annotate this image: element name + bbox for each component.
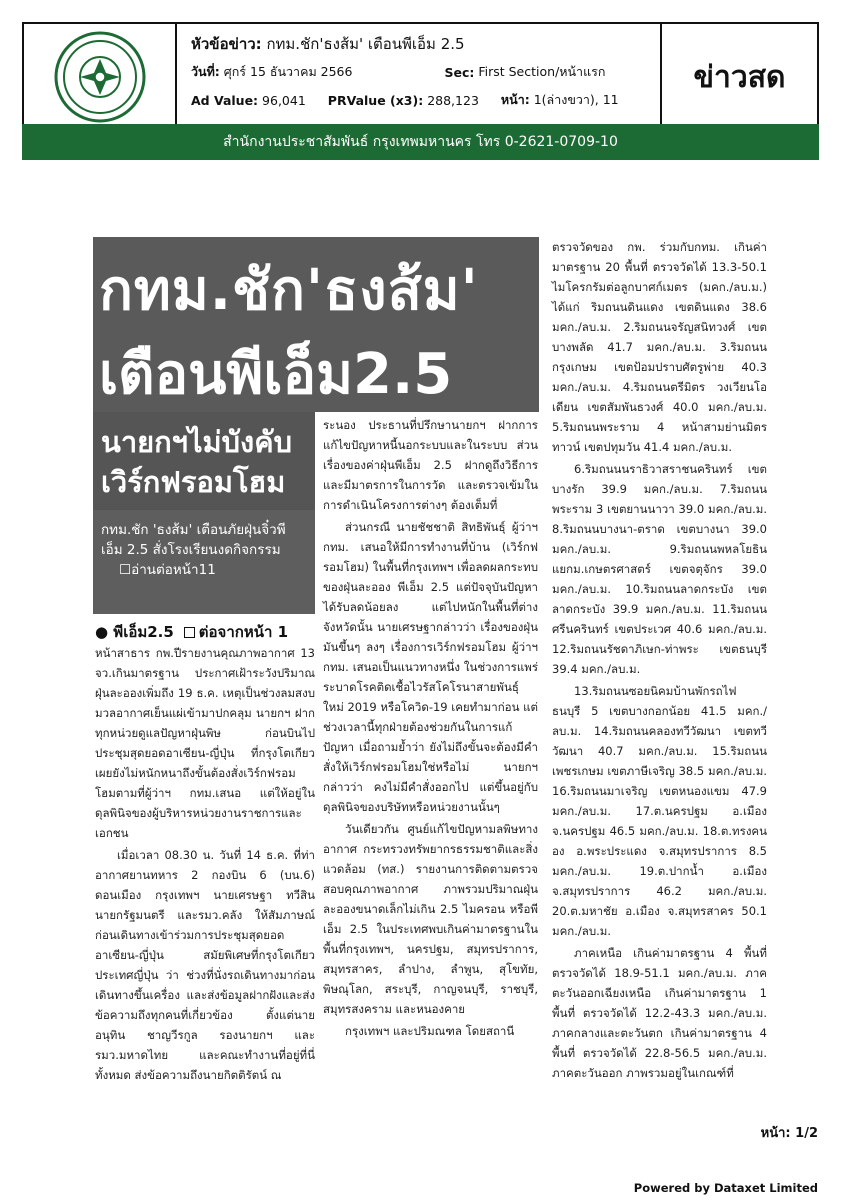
paragraph: 6.ริมถนนนราธิวาสราชนครินทร์ เขตบางรัก 39.9 มคก./ลบ.ม. 7.ริมถนนพระราม 3 เขตยานนาวา 39.0 มคก./ลบ.ม. 8.ริมถนนบางนา-ตราด เขตบางนา 39.0 มคก./ลบ.ม. 9.ริมถนนพหลโยธิน แยกม.เกษตรศาสตร์ เขตจตุจักร 39.0 มคก./ลบ.ม. 10.ริมถนนลาดกระบัง เขตลาดกระบัง 39.9 มคก./ลบ.ม. 11.ริมถนนศรีนครินทร์ เขตประเวศ 40.6 มคก./ลบ.ม. 12.ริมถนนรัชดาภิเษก-ท่าพระ เขตธนบุรี 39.4 มคก./ลบ.ม. <box>552 462 767 676</box>
bma-seal-logo <box>24 24 177 130</box>
header-meta <box>177 24 662 130</box>
teaser-text: กทม.ชัก 'ธงส้ม' เตือนภัยฝุ่นจิ๋วพีเอ็ม 2.5 สั่งโรงเรียนงดกิจกรรม <box>101 522 286 558</box>
headline-line-1: กทม.ชัก'ธงส้ม' <box>99 258 479 323</box>
topic-label: หัวข้อข่าว: <box>191 35 262 53</box>
pr-value: 288,123 <box>427 92 479 108</box>
continued-from: ต่อจากหน้า 1 <box>184 620 288 644</box>
date: ศุกร์ 15 ธันวาคม 2566 <box>223 64 353 79</box>
article-column-3 <box>552 237 767 1085</box>
page-value: 1(ล่างขวา), 11 <box>533 92 619 107</box>
topic: กทม.ชัก'ธงส้ม' เตือนพีเอ็ม 2.5 <box>266 35 465 53</box>
header-box <box>22 22 819 132</box>
subheadline: นายกฯไม่บังคับ เวิร์กฟรอมโฮม <box>93 412 315 510</box>
sec-label: Sec: <box>444 64 475 80</box>
seal-icon <box>54 31 146 123</box>
paragraph: ภาคเหนือ เกินค่ามาตรฐาน 4 พื้นที่ ตรวจวัดได้ 18.9-51.1 มคก./ลบ.ม. ภาคตะวันออกเฉียงเหนือ เกินค่ามาตรฐาน 1 พื้นที่ ตรวจวัดได้ 12.2-43.3 มคก./ลบ.ม. ภาคกลางและตะวันตก เกินค่ามาตรฐาน 4 พื้นที่ ตรวจวัดได้ 22.8-56.5 มคก./ลบ.ม. ภาคตะวันออก ภาพรวมอยู่ในเกณฑ์ที่ <box>552 946 767 1080</box>
article-column-1 <box>95 643 315 1087</box>
headline-line-2: เตือนพีเอ็ม2.5 <box>99 342 453 407</box>
newspaper-name: ข่าวสด <box>693 59 786 95</box>
paragraph: 13.ริมถนนซอยนิคมบ้านพักรถไฟ ธนบุรี 5 เขตบางกอกน้อย 41.5 มคก./ลบ.ม. 14.ริมถนนคลองทวีวัฒนา เขตทวีวัฒนา 40.7 มคก./ลบ.ม. 15.ริมถนนเพชรเกษม เขตภาษีเจริญ 38.5 มคก./ลบ.ม. 16.ริมถนนมาเจริญ เขตหนองแขม 47.9 มคก./ลบ.ม. 17.ต.นครปฐม อ.เมือง จ.นครปฐม 46.5 มคก./ลบ.ม. 18.ต.ทรงคนอง อ.พระประแดง จ.สมุทรปราการ 8.5 มคก./ลบ.ม. 19.ต.ปากน้ำ อ.เมือง จ.สมุทรปราการ 46.2 มคก./ลบ.ม. 20.ต.มหาชัย อ.เมือง จ.สมุทรสาคร 50.1 มคก./ลบ.ม. <box>552 684 767 938</box>
ad-label: Ad Value: <box>191 92 259 108</box>
date-label: วันที่: <box>191 64 220 79</box>
office-banner: สำนักงานประชาสัมพันธ์ กรุงเทพมหานคร โทร 0-2621-0709-10 <box>22 124 819 160</box>
headline-block <box>93 237 539 412</box>
pr-label: PRValue (x3): <box>327 92 424 108</box>
checkbox-square-icon <box>184 627 195 638</box>
continued-heading <box>95 620 288 644</box>
teaser-block <box>93 510 315 614</box>
ad-value: 96,041 <box>262 92 306 108</box>
read-more-link[interactable]: ☐อ่านต่อหน้า11 <box>119 562 216 578</box>
paragraph: เมื่อเวลา 08.30 น. วันที่ 14 ธ.ค. ที่ท่าอากาศยานทหาร 2 กองบิน 6 (บน.6) ดอนเมือง กรุงเทพฯ นายเศรษฐา ทวีสิน นายกรัฐมนตรี และรมว.คลัง ให้สัมภาษณ์ก่อนเดินทางเข้าร่วมการประชุมสุดยอดอาเซียน-ญี่ปุ่น สมัยพิเศษที่กรุงโตเกียว ประเทศญี่ปุ่น ว่า ช่วงที่นั่งรถเดินทางมาก่อนเดินทางขึ้นเครื่อง และส่งข้อมูลฝากฝังและส่งข้อความถึงทุกคนที่เกี่ยวข้อง ตั้งแต่นายอนุทิน ชาญวีรกูล รองนายกฯ และรมว.มหาดไทย และคณะทำงานที่อยู่ที่นี่ทั้งหมด ส่งข้อความถึงนายกิตติรัตน์ ณ <box>95 848 315 1082</box>
paragraph: ระนอง ประธานที่ปรึกษานายกฯ ฝากการแก้ไขปัญหาหนี้นอกระบบและในระบบ ส่วนเรื่องของค่าฝุ่นพีเอ็ม 2.5 ฝากดูถึงวิธีการและมีมาตรการในการวัด และตรวจเข้มในการดำเนินโครงการต่างๆ ต้องเต็มที่ <box>323 418 538 512</box>
paragraph: ตรวจวัดของ กพ. ร่วมกับกทม. เกินค่ามาตรฐาน 20 พื้นที่ ตรวจวัดได้ 13.3-50.1 ไมโครกรัมต่อลูกบาศก์เมตร (มคก./ลบ.ม.) ได้แก่ ริมถนนดินแดง เขตดินแดง 38.6 มคก./ลบ.ม. 2.ริมถนนจรัญสนิทวงศ์ เขตบางพลัด 41.7 มคก./ลบ.ม. 3.ริมถนนกรุงเกษม เขตป้อมปราบศัตรูพ่าย 40.3 มคก./ลบ.ม. 4.ริมถนนตรีมิตร วงเวียนโอเดียน เขตสัมพันธวงศ์ 40.0 มคก./ลบ.ม. 5.ริมถนนพระราม 4 หน้าสามย่านมิตรทาวน์ เขตปทุมวัน 41.4 มคก./ลบ.ม. <box>552 240 767 454</box>
paragraph: วันเดียวกัน ศูนย์แก้ไขปัญหามลพิษทางอากาศ กระทรวงทรัพยากรธรรมชาติและสิ่งแวดล้อม (ทส.) รายงานการติดตามตรวจสอบคุณภาพอากาศ ภาพรวมปริมาณฝุ่นละอองขนาดเล็กไม่เกิน 2.5 ไมครอน หรือพีเอ็ม 2.5 ในประเทศพบเกินค่ามาตรฐานในพื้นที่กรุงเทพฯ, นครปฐม, สมุทรปราการ, สมุทรสาคร, ลำปาง, ลำพูน, สุโขทัย, พิษณุโลก, สระบุรี, กาญจนบุรี, ราชบุรี, สมุทรสงคราม และหนองคาย <box>323 822 538 1016</box>
powered-by: Powered by Dataxet Limited <box>633 1181 818 1195</box>
paragraph: ส่วนกรณี นายชัชชาติ สิทธิพันธุ์ ผู้ว่าฯ กทม. เสนอให้มีการทำงานที่บ้าน (เวิร์กฟรอมโฮม) ในพื้นที่กรุงเทพฯ เพื่อลดผลกระทบของฝุ่นละออง พีเอ็ม 2.5 แต่ปัจจุบันปัญหาได้รับลดน้อยลง แต่ไปหนักในพื้นที่ต่างจังหวัดนั้น นายเศรษฐากล่าวว่า เรื่องของฝุ่นมันขึ้นๆ ลงๆ เรื่องการเวิร์กฟรอมโฮม ผู้ว่าฯ กทม. เสนอเป็นแนวทางหนึ่ง ในช่วงการแพร่ระบาดโรคติดเชื้อไวรัสโคโรนาสายพันธุ์ใหม่ 2019 หรือโควิด-19 เคยทำมาก่อน แต่ช่วงเวลานี้ทุกฝ่ายต้องช่วยกันในการแก้ปัญหา เมื่อถามย้ำว่า ยังไม่ถึงขั้นจะต้องมีคำสั่งให้เวิร์กฟรอมโฮมใช่หรือไม่ นายกฯ กล่าวว่า คงไม่มีคำสั่งออกไป แต่ขึ้นอยู่กับดุลพินิจของบริษัทหรือหน่วยงานนั้นๆ <box>323 520 538 814</box>
continued-label: ● พีเอ็ม2.5 <box>95 623 174 641</box>
paragraph: หน้าสาธาร กพ.ปีรายงานคุณภาพอากาศ 13 จว.เกินมาตรฐาน ประกาศเฝ้าระวังปริมาณฝุ่นละอองเพิ่มถึง 19 ธ.ค. เหตุเป็นช่วงลมสงบ มวลอากาศเย็นแผ่เข้ามาปกคลุม นายกฯ ฝากทุกหน่วยดูแลปัญหาฝุ่นพิษ ก่อนบินไปประชุมสุดยอดอาเซียน-ญี่ปุ่น ที่กรุงโตเกียว เผยยังไม่หนักหนาถึงขั้นต้องสั่งเวิร์กฟรอมโฮมตามที่ผู้ว่าฯ กทม.เสนอ แต่ให้อยู่ในดุลพินิจของผู้บริหารหน่วยงานราชการและเอกชน <box>95 646 315 840</box>
article-column-2 <box>323 415 538 1043</box>
paragraph: กรุงเทพฯ และปริมณฑล โดยสถานี <box>345 1024 515 1038</box>
page-label: หน้า: <box>500 92 530 107</box>
page-number: หน้า: 1/2 <box>760 1126 818 1141</box>
sec: First Section/หน้าแรก <box>478 64 606 79</box>
